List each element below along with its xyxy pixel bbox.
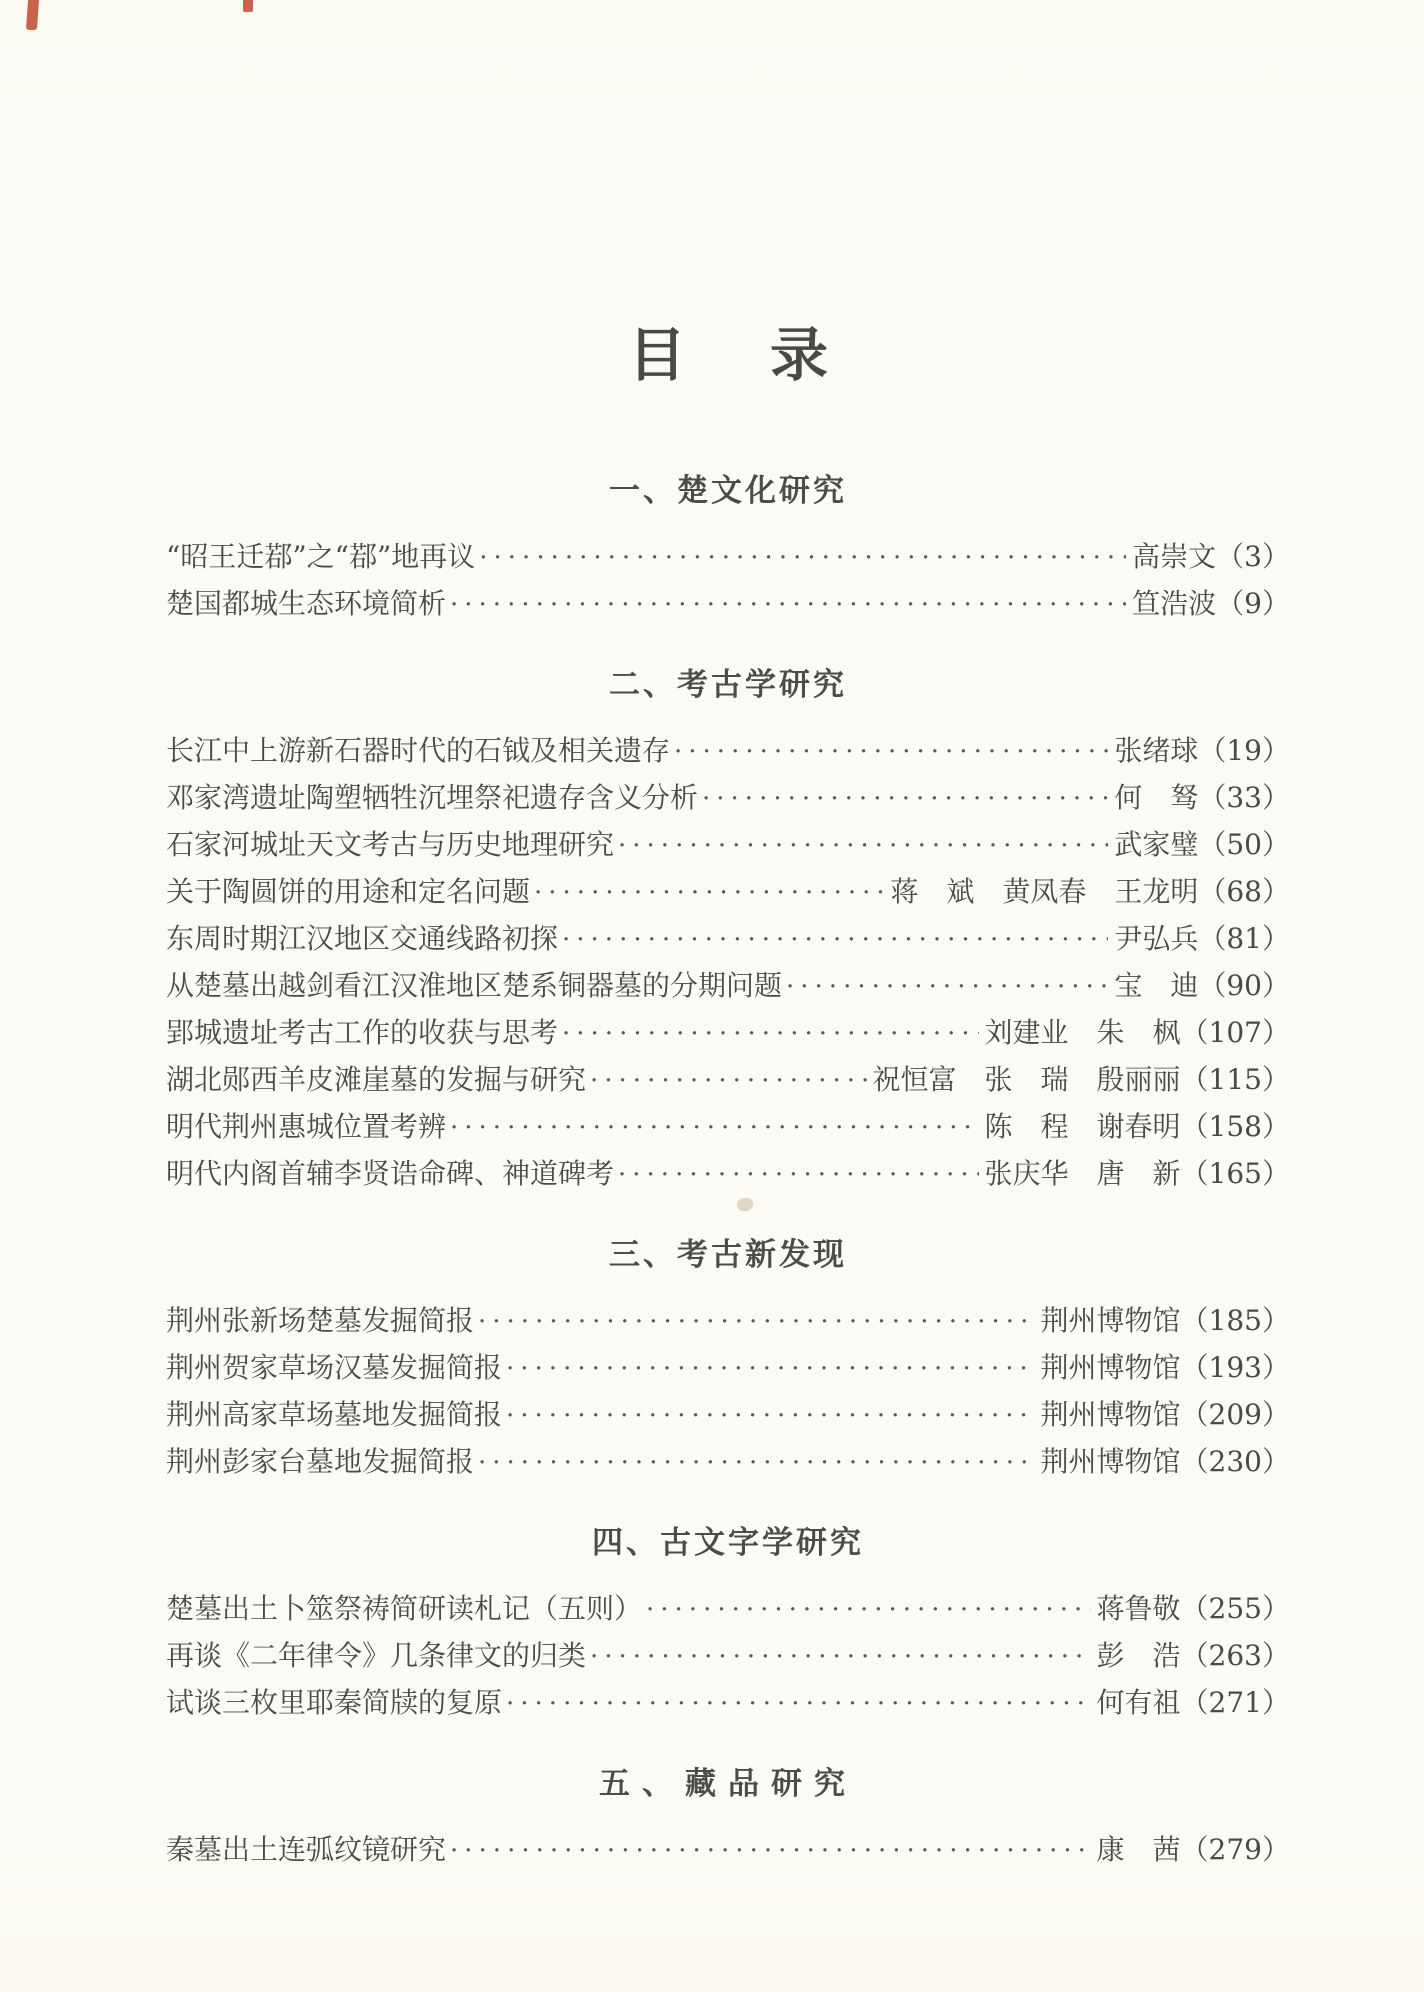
leader-dots <box>506 1680 1091 1727</box>
page-title <box>166 0 1290 389</box>
entry-page: （50） <box>1198 828 1290 861</box>
entry-authors: 尹弘兵 <box>1114 922 1199 955</box>
entry-authors: 荆州博物馆 <box>1040 1351 1181 1384</box>
toc-entry <box>166 728 1290 775</box>
toc-entry <box>166 775 1290 822</box>
entry-title: 石家河城址天文考古与历史地理研究 <box>166 828 615 861</box>
entry-page: （271） <box>1180 1686 1290 1719</box>
leader-dots <box>562 1010 979 1057</box>
entry-authors: 祝恒富 张 瑞 殷丽丽 <box>872 1063 1181 1096</box>
entry-page: （107） <box>1180 1016 1290 1049</box>
entry-page: （158） <box>1180 1110 1290 1143</box>
leader-dots <box>618 822 1108 869</box>
entry-title: 长江中上游新石器时代的石钺及相关遗存 <box>166 734 671 767</box>
entry-authors: 康 茜 <box>1096 1833 1181 1866</box>
entry-title: 东周时期江汉地区交通线路初探 <box>166 922 559 955</box>
leader-dots <box>478 1439 1035 1486</box>
entry-page: （33） <box>1198 781 1290 814</box>
entry-page: （193） <box>1180 1351 1290 1384</box>
leader-dots <box>590 1057 867 1104</box>
toc-entry <box>166 1151 1290 1198</box>
entry-page: （81） <box>1198 922 1290 955</box>
entry-title: 从楚墓出越剑看江汉淮地区楚系铜器墓的分期问题 <box>166 969 783 1002</box>
toc-entry <box>166 1057 1290 1104</box>
toc-entry <box>166 822 1290 869</box>
entry-authors: 笪浩波 <box>1132 587 1217 620</box>
entry-title: 明代内阁首辅李贤诰命碑、神道碑考 <box>166 1157 615 1190</box>
entry-authors: 何有祖 <box>1096 1686 1181 1719</box>
entry-title: 荆州张新场楚墓发掘简报 <box>166 1304 475 1337</box>
section-heading: 五、藏品研究 <box>599 1766 857 1802</box>
entry-authors: 荆州博物馆 <box>1040 1445 1181 1478</box>
entry-page: （255） <box>1180 1592 1290 1625</box>
entry-authors: 高崇文 <box>1132 540 1217 573</box>
entry-title: 楚墓出土卜筮祭祷简研读札记（五则） <box>166 1592 643 1625</box>
entry-title: 荆州贺家草场汉墓发掘简报 <box>166 1351 503 1384</box>
leader-dots <box>478 1298 1035 1345</box>
entry-title: 荆州彭家台墓地发掘简报 <box>166 1445 475 1478</box>
entry-page: （185） <box>1180 1304 1290 1337</box>
page-title-char: 录 <box>770 321 829 389</box>
leader-dots <box>506 1392 1035 1439</box>
entry-title: 关于陶圆饼的用途和定名问题 <box>166 875 531 908</box>
entry-authors: 武家璧 <box>1114 828 1199 861</box>
entry-page: （209） <box>1180 1398 1290 1431</box>
entry-authors: 彭 浩 <box>1096 1639 1181 1672</box>
entry-page: （3） <box>1216 540 1290 573</box>
leader-dots <box>786 963 1108 1010</box>
entry-title: 明代荆州惠城位置考辨 <box>166 1110 447 1143</box>
section-heading: 一、楚文化研究 <box>609 473 847 509</box>
entry-page: （9） <box>1216 587 1290 620</box>
entry-page: （263） <box>1180 1639 1290 1672</box>
leader-dots <box>450 1827 1091 1874</box>
toc-entry <box>166 1298 1290 1345</box>
toc-entry <box>166 869 1290 916</box>
entry-title: 楚国都城生态环境简析 <box>166 587 447 620</box>
entry-title: 试谈三枚里耶秦简牍的复原 <box>166 1686 503 1719</box>
toc-entry <box>166 534 1290 581</box>
leader-dots <box>506 1345 1035 1392</box>
entry-page: （68） <box>1198 875 1290 908</box>
entry-authors: 张庆华 唐 新 <box>984 1157 1181 1190</box>
entry-authors: 张绪球 <box>1114 734 1199 767</box>
toc-entry <box>166 963 1290 1010</box>
entry-page: （115） <box>1180 1063 1290 1096</box>
leader-dots <box>702 775 1108 822</box>
leader-dots <box>479 534 1126 581</box>
leader-dots <box>618 1151 979 1198</box>
leader-dots <box>534 869 884 916</box>
toc-entry <box>166 1633 1290 1680</box>
toc-entry <box>166 916 1290 963</box>
entry-authors: 蒋 斌 黄凤春 王龙明 <box>890 875 1199 908</box>
entry-title: 郢城遗址考古工作的收获与思考 <box>166 1016 559 1049</box>
entry-page: （279） <box>1180 1833 1290 1866</box>
leader-dots <box>450 581 1126 628</box>
scan-artifact-red-mark <box>243 0 253 12</box>
entry-title: 秦墓出土连弧纹镜研究 <box>166 1833 447 1866</box>
entry-authors: 蒋鲁敬 <box>1096 1592 1181 1625</box>
toc-entry <box>166 1827 1290 1874</box>
entry-authors: 荆州博物馆 <box>1040 1398 1181 1431</box>
toc-entry <box>166 1586 1290 1633</box>
toc-entry <box>166 1392 1290 1439</box>
entry-title: 邓家湾遗址陶塑牺牲沉埋祭祀遗存含义分析 <box>166 781 699 814</box>
entry-page: （90） <box>1198 969 1290 1002</box>
entry-page: （19） <box>1198 734 1290 767</box>
leader-dots <box>450 1104 979 1151</box>
entry-page: （165） <box>1180 1157 1290 1190</box>
toc-entry <box>166 1680 1290 1727</box>
entry-page: （230） <box>1180 1445 1290 1478</box>
entry-authors: 陈 程 谢春明 <box>984 1110 1181 1143</box>
page-title-char: 目 <box>627 321 686 389</box>
entry-title: 再谈《二年律令》几条律文的归类 <box>166 1639 587 1672</box>
toc-entry <box>166 1439 1290 1486</box>
section-heading: 四、古文字学研究 <box>592 1525 864 1561</box>
entry-authors: 荆州博物馆 <box>1040 1304 1181 1337</box>
toc-entry <box>166 1104 1290 1151</box>
scan-artifact-red-mark <box>26 0 39 30</box>
leader-dots <box>562 916 1108 963</box>
section-heading: 二、考古学研究 <box>609 667 847 703</box>
section-heading: 三、考古新发现 <box>609 1237 847 1273</box>
entry-title: “昭王迁鄀”之“鄀”地再议 <box>166 540 476 573</box>
toc-entry <box>166 581 1290 628</box>
scan-smudge <box>737 1198 753 1211</box>
entry-authors: 刘建业 朱 枫 <box>984 1016 1181 1049</box>
toc-entry <box>166 1010 1290 1057</box>
toc-sections <box>166 468 1290 1874</box>
entry-authors: 宝 迪 <box>1114 969 1199 1002</box>
entry-title: 荆州高家草场墓地发掘简报 <box>166 1398 503 1431</box>
entry-authors: 何 驽 <box>1114 781 1199 814</box>
entry-title: 湖北郧西羊皮滩崖墓的发掘与研究 <box>166 1063 587 1096</box>
leader-dots <box>674 728 1108 775</box>
toc-entry <box>166 1345 1290 1392</box>
leader-dots <box>590 1633 1091 1680</box>
leader-dots <box>646 1586 1091 1633</box>
